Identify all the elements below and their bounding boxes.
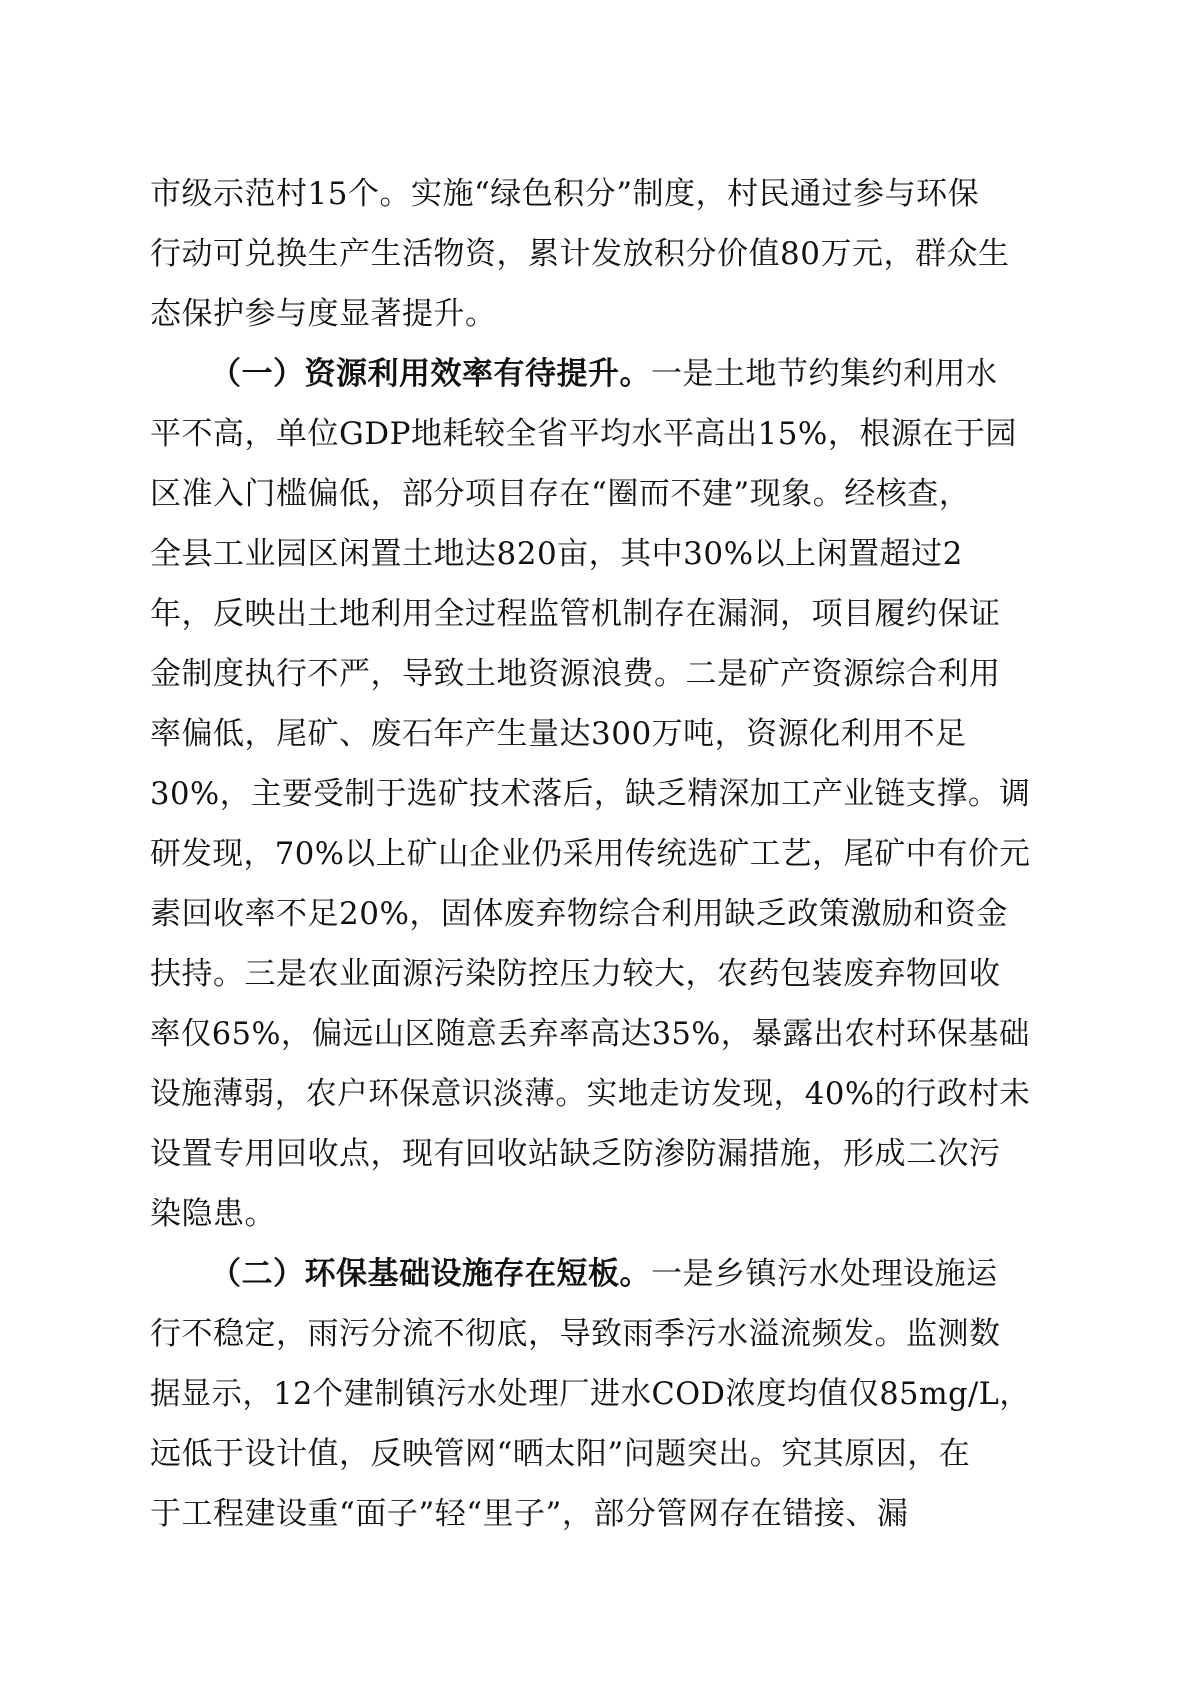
- text-line: [150, 1424, 1030, 1484]
- text-line: [150, 404, 1030, 464]
- text-line: [150, 824, 1030, 884]
- text-line: [150, 704, 1030, 764]
- line-text: 平不高，单位GDP地耗较全省平均水平高出15%，根源在于园: [150, 416, 1017, 452]
- text-line: [150, 164, 1030, 224]
- text-line: [150, 524, 1030, 584]
- text-line: [150, 1064, 1030, 1124]
- paragraph-first-line: [150, 1244, 1030, 1304]
- line-text: 染隐患。: [150, 1196, 276, 1232]
- section-heading: （一）资源利用效率有待提升。: [210, 356, 651, 392]
- text-line: [150, 584, 1030, 644]
- paragraph-first-line: [150, 344, 1030, 404]
- text-line: [150, 284, 1030, 344]
- line-text: 设置专用回收点，现有回收站缺乏防渗防漏措施，形成二次污: [150, 1136, 1001, 1172]
- text-line: [150, 884, 1030, 944]
- text-line: [150, 1184, 1030, 1244]
- line-text: 态保护参与度显著提升。: [150, 296, 497, 332]
- text-line: [150, 644, 1030, 704]
- line-text: 行不稳定，雨污分流不彻底，导致雨季污水溢流频发。监测数: [150, 1316, 1001, 1352]
- line-text: 据显示，12个建制镇污水处理厂进水COD浓度均值仅85mg/L，: [150, 1376, 1031, 1412]
- line-text: 一是土地节约集约利用水: [651, 356, 998, 392]
- section-heading: （二）环保基础设施存在短板。: [210, 1256, 651, 1292]
- text-line: [150, 944, 1030, 1004]
- text-line: [150, 1364, 1030, 1424]
- line-text: 于工程建设重“面子”轻“里子”，部分管网存在错接、漏: [150, 1496, 909, 1532]
- line-text: 市级示范村15个。实施“绿色积分”制度，村民通过参与环保: [150, 176, 980, 212]
- line-text: 30%，主要受制于选矿技术落后，缺乏精深加工产业链支撑。调: [150, 776, 1031, 812]
- line-text: 扶持。三是农业面源污染防控压力较大，农药包装废弃物回收: [150, 956, 1001, 992]
- text-line: [150, 764, 1030, 824]
- line-text: 一是乡镇污水处理设施运: [651, 1256, 998, 1292]
- text-line: [150, 1484, 1030, 1544]
- line-text: 率偏低，尾矿、废石年产生量达300万吨，资源化利用不足: [150, 716, 967, 752]
- line-text: 设施薄弱，农户环保意识淡薄。实地走访发现，40%的行政村未: [150, 1076, 1031, 1112]
- text-line: [150, 1004, 1030, 1064]
- line-text: 率仅65%，偏远山区随意丢弃率高达35%，暴露出农村环保基础: [150, 1016, 1030, 1052]
- line-text: 行动可兑换生产生活物资，累计发放积分价值80万元，群众生: [150, 236, 1010, 272]
- line-text: 素回收率不足20%，固体废弃物综合利用缺乏政策激励和资金: [150, 896, 1008, 932]
- text-line: [150, 464, 1030, 524]
- line-text: 远低于设计值，反映管网“晒太阳”问题突出。究其原因，在: [150, 1436, 971, 1472]
- line-text: 研发现，70%以上矿山企业仍采用传统选矿工艺，尾矿中有价元: [150, 836, 1031, 872]
- text-line: [150, 1304, 1030, 1364]
- text-line: [150, 224, 1030, 284]
- line-text: 金制度执行不严，导致土地资源浪费。二是矿产资源综合利用: [150, 656, 1001, 692]
- line-text: 区准入门槛偏低，部分项目存在“圈而不建”现象。经核查，: [150, 476, 971, 512]
- document-body: [150, 164, 1030, 1544]
- line-text: 年，反映出土地利用全过程监管机制存在漏洞，项目履约保证: [150, 596, 1001, 632]
- text-line: [150, 1124, 1030, 1184]
- line-text: 全县工业园区闲置土地达820亩，其中30%以上闲置超过2: [150, 536, 963, 572]
